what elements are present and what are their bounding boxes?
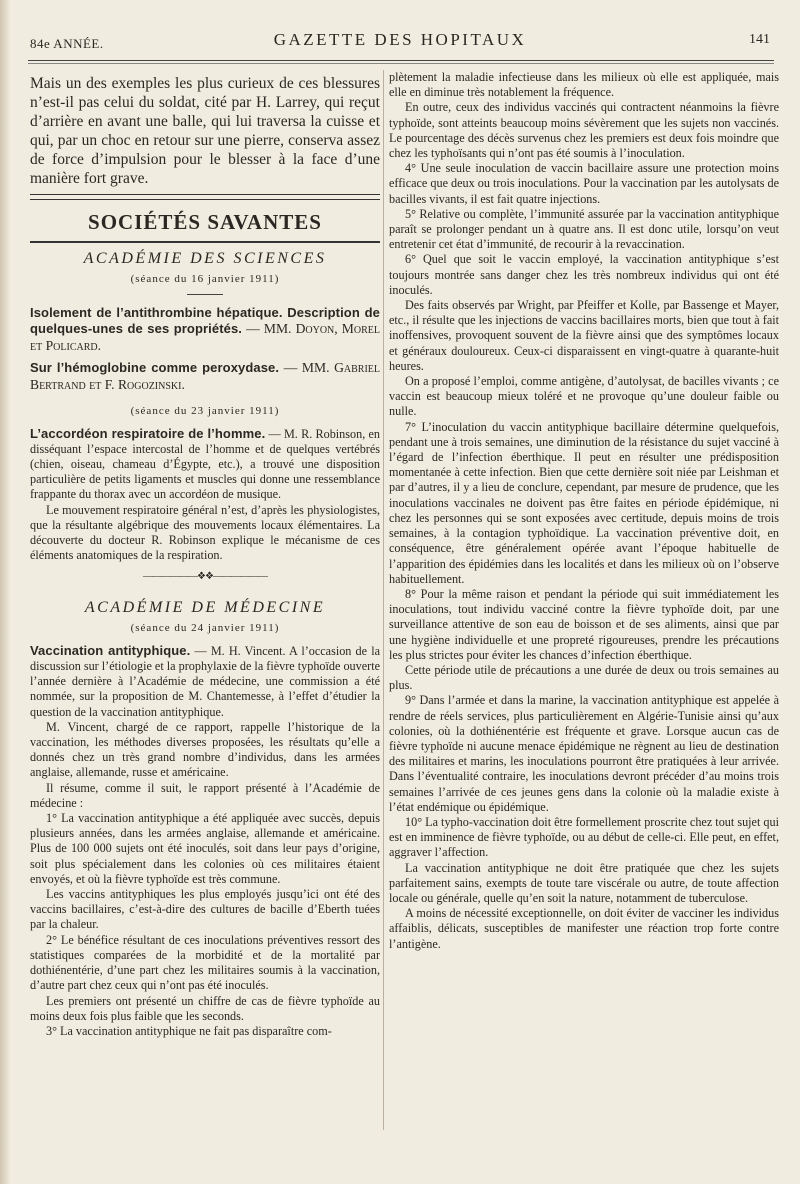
header-rule	[28, 60, 774, 61]
article-authors: — MM. Gabriel Bertrand et F. Rogozinski.	[30, 360, 380, 392]
header-rule-thin	[28, 63, 774, 64]
seance-date: (séance du 23 janvier 1911)	[130, 405, 280, 417]
short-rule	[187, 294, 223, 295]
left-column	[30, 70, 380, 1039]
paragraph: Le mouvement respiratoire général n’est, d’après les physiologistes, que la résultante algébrique des mouvements locaux élémentaires. La découverte du docteur R. Robinson explique le mécanisme de ces éléments anatomiques de la respiration.	[30, 502, 380, 563]
article-title: Sur l’hémoglobine comme peroxydase.	[30, 360, 280, 375]
article-body: — M. R. Robinson, en disséquant l’espace intercostal de l’homme et de quelques vertébrés (chien, oiseau, chameau d’Égypte, etc.), a trouvé une disposition particulière de petits ligaments et muscles qui donne une ressemblance frappante du thorax avec un accordéon de musique.	[30, 426, 380, 502]
paragraph: Il résume, comme il suit, le rapport présenté à l’Académie de médecine :	[30, 780, 380, 810]
running-header	[30, 30, 770, 52]
paragraph: M. Vincent, chargé de ce rapport, rappelle l’historique de la vaccination, les méthodes diverses proposées, les résultats qu’elle a donnés chez un très grand nombre d’individus, dans les armées anglaise, allemande, russe et américaine.	[30, 719, 380, 780]
paragraph: Cette période utile de précautions a une durée de deux ou trois semaines au plus.	[389, 662, 779, 693]
article-authors: — MM. Doyon, Morel et Policard.	[30, 321, 380, 353]
section-title: SOCIÉTÉS SAVANTES	[88, 210, 322, 234]
paragraph: Les premiers ont présenté un chiffre de cas de fièvre typhoïde au moins deux fois plus faible que les seconds.	[30, 993, 380, 1023]
paragraph: On a proposé l’emploi, comme antigène, d’autolysat, de bacilles vivants ; ce vaccin est beaucoup mieux toléré et ne provoque qu’une douleur faible ou nulle.	[389, 374, 779, 419]
paragraph: 4° Une seule inoculation de vaccin bacillaire assure une protection moins efficace que deux ou trois inoculations. Pour la vaccination par les autolysats de bacilles vivants, il est fait quatre injections.	[389, 161, 779, 206]
paragraph: 3° La vaccination antityphique ne fait pas disparaître com-	[46, 1023, 332, 1038]
article-title: Isolement de l’antithrombine hépatique. Description de quelques-unes de ses propriétés.	[30, 304, 380, 336]
ornament-divider: ——————❖❖——————	[143, 571, 267, 583]
paragraph: 7° L’inoculation du vaccin antityphique bacillaire détermine quelquefois, pendant une à trois semaines, une diminution de la résistance du sujet vacciné à l’égard de l’infection éberthique. Il peut en résulter une prédisposition momentanée à cette infection. Bien que cette dernière soit niée par Leishman et par d’autres, il y a lieu de conclure, cependant, par mesure de prudence, que les inoculations vaccinales ne doivent pas être faites en période épidémique, ni chez les personnes qui se sont exposées avec certitude, depuis moins de trois semaines, à la contagion typhoïdique. La vaccination préventive doit, en conséquence, être généralement opérée avant l’époque habituelle de l’apparition des épidémies dans les localités et dans les milieux où on l’observe habituellement.	[389, 419, 779, 586]
academie-sciences-heading: ACADÉMIE DES SCIENCES	[83, 249, 327, 267]
intro-paragraph: Mais un des exemples les plus curieux de ces blessures n’est-il pas celui du soldat, cité par H. Larrey, qui reçut d’arrière en avant une balle, qui lui traversa la cuisse et qui, par un choc en retour sur une pierre, conserva assez de force d’impulsion pour le blesser à la face d’une manière fort grave.	[30, 75, 380, 187]
paragraph: A moins de nécessité exceptionnelle, on doit éviter de vacciner les individus affaiblis, délicats, susceptibles de manifester une réaction trop forte contre l’antigène.	[389, 906, 779, 951]
paragraph: Les vaccins antityphiques les plus employés jusqu’ici ont été des vaccins bacillaires, c’est-à-dire des cultures de bacille d’Eberth tuées par la chaleur.	[30, 887, 380, 932]
journal-title: GAZETTE DES HOPITAUX	[273, 30, 527, 49]
article-body: — M. H. Vincent. A l’occasion de la discussion sur l’étiologie et la prophylaxie de la fièvre typhoïde ouverte l’année dernière à l’Académie de médecine, une commission a été nommée, sur la proposition de M. Chantemesse, à l’effet d’étudier la question de la vaccination antityphique.	[30, 643, 380, 719]
paragraph: 9° Dans l’armée et dans la marine, la vaccination antityphique est appelée à rendre de réels services, plus particulièrement en Algérie-Tunisie ainsi qu’aux colonies, où la dothiénentérie est fréquente et grave. Lorsque aucun cas de fièvre typhoïde ni aucune menace épidémique ne règnent au lieu de destination des militaires et marins, les inoculations pourront être pratiquées à leur arrivée. Dans l’éventualité contraire, les inoculations devront précéder d’au moins trois semaines l’arrivée de ces jeunes gens dans la colonie où la maladie existe à l’état endémique ou épidémique.	[389, 693, 779, 814]
paragraph: Des faits observés par Wright, par Pfeiffer et Kolle, par Bassenge et Mayer, etc., il résulte que les injections de vaccins bacillaires morts, bien que tout à fait inoffensives, provoquent souvent de la fièvre ainsi que des symptômes locaux et généraux douloureux. Ceux-ci disparaissent en vingt-quatre à quarante-huit heures.	[389, 298, 779, 373]
paragraph: 5° Relative ou complète, l’immunité assurée par la vaccination antityphique paraît se prolonger pendant un à quatre ans. Il est donc utile, lorsqu’on veut entretenir cet état d’immunité, de recourir à la revaccination.	[389, 206, 779, 252]
article-hemoglobine	[30, 360, 380, 393]
seance-date: (séance du 24 janvier 1911)	[130, 622, 280, 635]
double-rule	[30, 194, 380, 200]
paragraph: 8° Pour la même raison et pendant la période qui suit immédiatement les inoculations, tout individu vacciné contre la fièvre typhoïde doit, par une surveillance attentive de son eau de boisson et de ses aliments, ainsi que par une hygiène individuelle et une propreté rigoureuses, prendre les précautions les plus strictes pour éviter les chances d’infection éberthique.	[389, 586, 779, 662]
year-label: 84e ANNÉE.	[30, 36, 104, 51]
article-antithrombine	[30, 305, 380, 355]
paragraph: En outre, ceux des individus vaccinés qui contractent néanmoins la fièvre typhoïde, sont atteints beaucoup moins sévèrement que les sujets non vaccinés. Le pourcentage des décès survenus chez les premiers est deux fois moindre que chez les typhoïsants qui n’ont pas été soumis à l’inoculation.	[389, 100, 779, 161]
paragraph: 2° Le bénéfice résultant de ces inoculations préventives ressort des statistiques comparées de la morbidité et de la mortalité par dothiénentérie, d’une part chez les militaires soumis à la vaccination, d’autre part chez ceux qui n’ont pas été inoculés.	[30, 932, 380, 993]
paragraph: La vaccination antityphique ne doit être pratiquée que chez les sujets parfaitement sains, exempts de toute tare viscérale ou autre, de toute affection locale ou générale, quelle qu’en soit la nature, notamment de tuberculose.	[389, 860, 779, 905]
seance-date: (séance du 16 janvier 1911)	[130, 273, 280, 285]
page-binding-shadow	[0, 0, 10, 1184]
article-vaccination	[30, 643, 380, 720]
page-number: 141	[749, 32, 770, 47]
column-separator	[383, 70, 384, 1130]
article-title: L’accordéon respiratoire de l’homme.	[30, 425, 266, 441]
right-column	[389, 70, 779, 952]
article-accordeon	[30, 426, 380, 503]
academie-medecine-heading: ACADÉMIE DE MÉDECINE	[84, 598, 326, 616]
paragraph: 1° La vaccination antityphique a été appliquée avec succès, depuis plusieurs années, dans les armées anglaise, allemande et américaine. Plus de 100 000 sujets ont été inoculés, soit dans leur pays d’origine, soit plus spécialement dans les colonies où ces militaires étaient envoyés, et où la fièvre typhoïde est très commune.	[30, 811, 380, 886]
section-rule	[30, 241, 380, 243]
paragraph: plètement la maladie infectieuse dans les milieux où elle est appliquée, mais elle en diminue très notablement la fréquence.	[389, 70, 779, 100]
paragraph: 10° La typho-vaccination doit être formellement proscrite chez tout sujet qui est en imminence de fièvre typhoïde, ou au début de celle-ci. Elle peut, en effet, aggraver l’affection.	[389, 814, 779, 860]
article-title: Vaccination antityphique.	[30, 642, 191, 658]
paragraph: 6° Quel que soit le vaccin employé, la vaccination antityphique s’est toujours montrée sans danger chez les très nombreux individus qui ont été inoculés.	[389, 252, 779, 297]
